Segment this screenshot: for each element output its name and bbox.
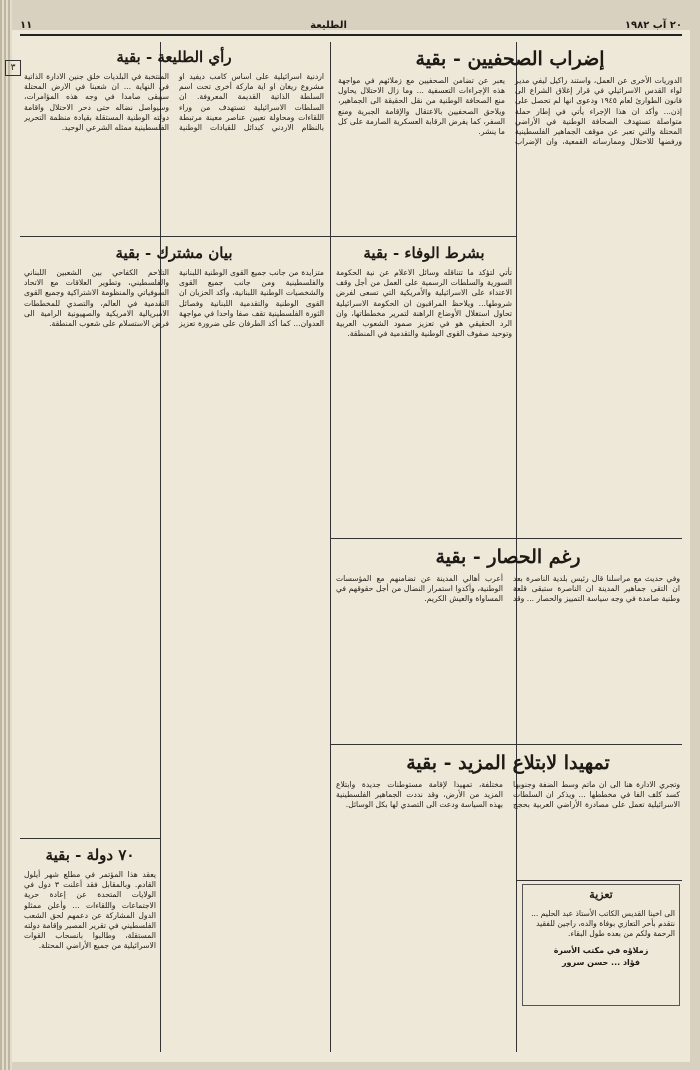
condolence-box	[522, 884, 680, 1006]
page-running-header	[20, 18, 682, 36]
section-rule	[20, 838, 160, 839]
article-joint-statement	[24, 240, 324, 834]
article-body: وفي حديث مع مراسلنا قال رئيس بلدية الناصرة بعد ان التقى جماهير المدينة ان الناصرة ستبقى قلعة وطنية صامدة في وجه سياسة التمييز والحصار ... وقد أعرب أهالي المدينة عن تضامنهم مع المؤسسات الوطنية، وأكدوا استمرار النضال من أجل حقوقهم في المساواة والعيش الكريم.	[336, 574, 680, 604]
article-title: رأي الطليعة - بقية	[116, 48, 232, 66]
stacked-page-edges	[0, 0, 12, 1070]
section-rule	[330, 744, 682, 745]
article-body: اردنية اسرائيلية على اساس كامب ديفيد او مشروع ريغان او اية ماركة أخرى تحت اسم السلطة الذاتية القديمة المعروفة. ان السلطات الاسرائيلية تستهدف من وراء اللقاءات ومحاولة تعيين عناصر معينة مرتبطة بالنظام الاردني كبدائل للقيادات الوطنية المنتخبة في البلديات خلق جنين الادارة الذاتية في النهاية ... ان شعبنا في الارض المحتلة سيبقى صامدا في وجه هذه المؤامرات، وسيواصل نضاله حتى دحر الاحتلال واقامة دولته الوطنية المستقلة بقيادة منظمة التحرير الفلسطينية ممثله الشرعي الوحيد.	[24, 72, 324, 133]
article-title: بيان مشترك - بقية	[115, 244, 233, 262]
article-editorial	[24, 44, 324, 232]
section-rule	[330, 538, 682, 539]
condolence-text: الى اخينا القديس الكاتب الأستاذ عبد الحليم ... نتقدم بأحر التعازي بوفاة والده، راجين للفقيد الرحمة ولكم من بعده طول البقاء.	[531, 908, 675, 938]
article-seventy-countries	[24, 842, 156, 1052]
column-rule	[330, 42, 331, 1052]
issue-date: ٢٠ آب ١٩٨٢	[624, 19, 682, 31]
article-title: ٧٠ دولة - بقية	[45, 846, 135, 864]
article-body: الدوريات الأخرى عن العمل، واستند راكيل ليفي مدير لواء القدس الاسرائيلي في قرار إغلاق الشراع الى قانون الطوارئ لعام ١٩٤٥ ودعوى انها لم تحصل على إذن... وأكد ان هذا الإجراء يأتي في إطار حملة متواصلة تستهدف الصحافة الوطنية في الأراضي المحتلة والتي تعبر عن موقف الجماهير الفلسطينية ورفضها للاحتلال وممارساته القمعية، وان الإضراب يعبر عن تضامن الصحفيين مع زملائهم في مواجهة هذه الإجراءات التعسفية ... وما زال الاحتلال يحاول منع الصحافة الوطنية من نقل الحقيقة الى الجماهير، ويلاحق الصحفيين بالاعتقال والإقامة الجبرية ومنع السفر، كما يفرض الرقابة العسكرية الصارمة على كل ما ينشر.	[338, 76, 682, 147]
article-title: إضراب الصحفيين - بقية	[415, 48, 605, 70]
signature: فؤاد ... حسن سرور	[561, 958, 641, 968]
article-body: تأتي لتؤكد ما تتناقله وسائل الاعلام عن نية الحكومة السورية والسلطات الرسمية على العمل من أجل وقف الاعتداء على الاسرائيلية والأمريكية التي تسعى لفرض شروطها... ويلاحظ المراقبون ان الحكومة الاسرائيلية تحاول استغلال الأوضاع الراهنة لتمرير مخططاتها، وان الرد الحقيقي هو في تعزيز صمود الشعوب العربية وتوحيد صفوف القوى الوطنية والتقدمية في المنطقة.	[336, 268, 512, 339]
article-title: تمهيدا لابتلاع المزيد - بقية	[406, 752, 610, 774]
page-number: ١١	[20, 19, 33, 31]
condolence-title: تعزية	[589, 888, 613, 901]
section-rule	[20, 236, 330, 237]
article-body: متزايدة من جانب جميع القوى الوطنية اللبنانية والفلسطينية ومن جانب جميع القوى والشخصيات الوطنية اللبنانية، وأكد الحزبان ان القوى الوطنية والتقدمية اللبنانية وفصائل الثورة الفلسطينية تقف صفا واحدا في مواجهة العدوان... كما أكد الطرفان على ضرورة تعزيز التلاحم الكفاحي بين الشعبين اللبناني والفلسطيني، وتطوير العلاقات مع الاتحاد السوفياتي والمنظومة الاشتراكية وجميع القوى التقدمية في العالم، والتصدي للمخططات الامبريالية الامريكية والصهيونية الرامية الى فرض الاستسلام على شعوب المنطقة.	[24, 268, 324, 329]
article-title: رغم الحصار - بقية	[435, 546, 581, 568]
article-siege	[336, 542, 680, 740]
article-condition	[336, 240, 512, 534]
article-body: يعقد هذا المؤتمر في مطلع شهر أيلول القادم. وبالمقابل فقد أعلنت ٣ دول في الولايات المتحدة عن إعادة حرية الاجتماعات واللقاءات ... وأعلن ممثلو الدول المشاركة عن دعمهم لحق الشعب الفلسطيني في تقرير المصير وإقامة دولته المستقلة، وطالبوا بانسحاب القوات الاسرائيلية من جميع الأراضي المحتلة.	[24, 870, 156, 951]
article-title: بشرط الوفاء - بقية	[363, 244, 485, 262]
paper-name: الطليعة	[310, 19, 347, 31]
signature: زملاؤه في مكتب الأسرة	[553, 946, 649, 956]
article-body: وتجري الادارة هنا الى ان ماتم وسط الضفة وجنوبها كسد كلف الفا في مخططها ... ويذكر ان السلطات الاسرائيلية تعمل على مصادرة الأراضي العربية بحجج مختلفة، تمهيدا لإقامة مستوطنات جديدة وابتلاع المزيد من الأرض، وقد نددت الجماهير الفلسطينية بهذه السياسة ودعت الى التصدي لها بكل الوسائل.	[336, 780, 680, 810]
margin-tag: ٣	[5, 60, 21, 76]
